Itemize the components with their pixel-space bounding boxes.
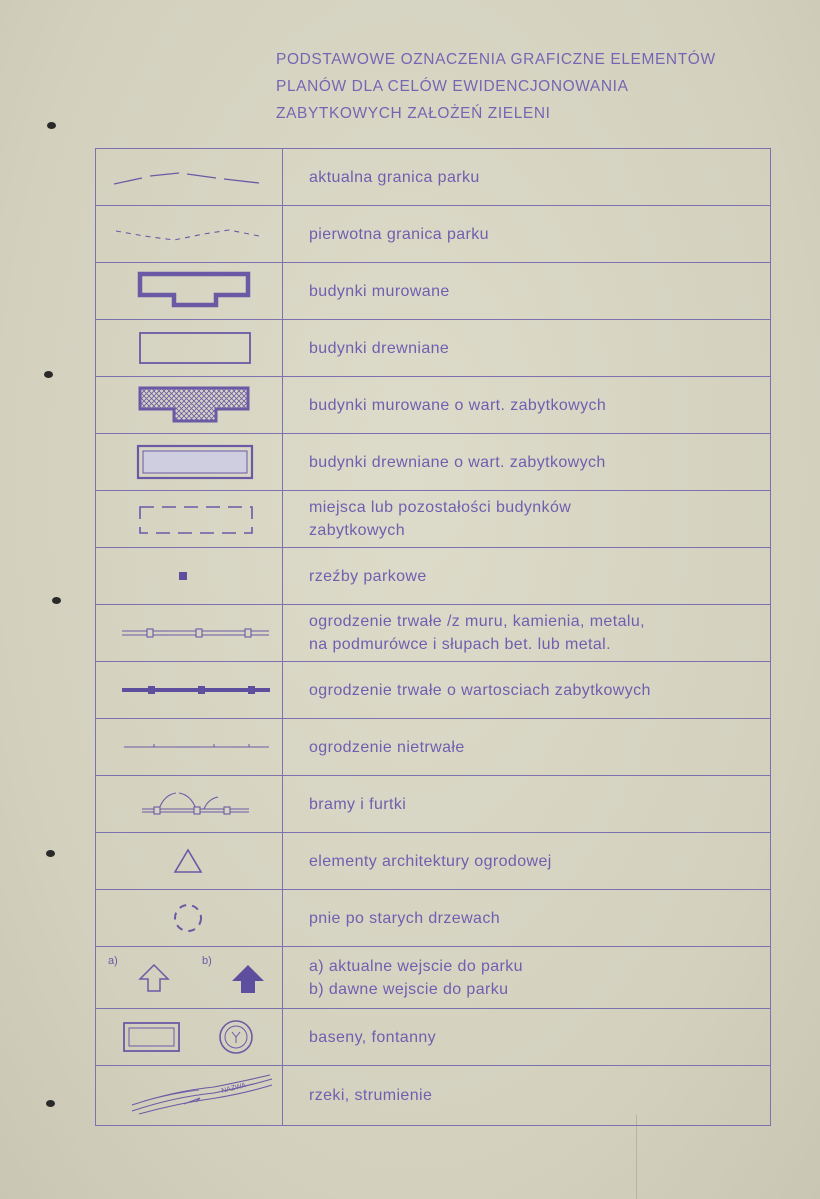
description-text: elementy architektury ogrodowej [309, 852, 552, 870]
description-cell [283, 548, 771, 605]
historic-masonry-building-icon [104, 381, 274, 429]
entrance-arrows-icon [104, 953, 274, 1003]
symbol-cell [96, 206, 283, 263]
pool-fountain-icon [104, 1015, 274, 1059]
description-cell [283, 320, 771, 377]
symbol-cell [96, 662, 283, 719]
dashed-line-icon [104, 162, 274, 192]
legend-row [96, 947, 771, 1009]
legend-row [96, 548, 771, 605]
historic-wooden-building-icon [104, 440, 274, 484]
historic-fence-icon [104, 675, 274, 705]
symbol-cell [96, 149, 283, 206]
legend-row [96, 662, 771, 719]
legend-row [96, 890, 771, 947]
symbol-cell [96, 263, 283, 320]
legend-row [96, 491, 771, 548]
description-text: rzeźby parkowe [309, 567, 427, 585]
symbol-cell [96, 377, 283, 434]
description-cell [283, 947, 771, 1009]
title-line-2: PLANÓW DLA CELÓW EWIDENCJONOWANIA [276, 78, 629, 95]
tree-stump-icon [104, 898, 274, 938]
description-cell [283, 206, 771, 263]
title-line-1: PODSTAWOWE OZNACZENIA GRAFICZNE ELEMENTÓW [276, 51, 716, 68]
punch-hole-3 [52, 597, 61, 604]
description-cell [283, 149, 771, 206]
document-title [276, 46, 806, 127]
description-text: pnie po starych drzewach [309, 909, 501, 927]
legend-row [96, 833, 771, 890]
legend-row [96, 719, 771, 776]
river-label: NAZWA [220, 1081, 247, 1095]
symbol-label-a: a) [108, 955, 118, 967]
symbol-cell [96, 776, 283, 833]
description-cell [283, 263, 771, 320]
symbol-cell [96, 1066, 283, 1126]
legend-row [96, 605, 771, 662]
wooden-building-icon [104, 326, 274, 370]
legend-row [96, 206, 771, 263]
description-cell [283, 662, 771, 719]
temporary-fence-icon [104, 732, 274, 762]
description-text: budynki murowane o wart. zabytkowych [309, 396, 607, 414]
description-cell [283, 605, 771, 662]
description-cell [283, 1009, 771, 1066]
description-cell [283, 719, 771, 776]
description-text: ogrodzenie trwałe /z muru, kamienia, metalu, [309, 613, 645, 630]
punch-hole-4 [46, 850, 55, 857]
description-text: a) aktualne wejscie do parku [309, 957, 523, 975]
description-text: rzeki, strumienie [309, 1087, 433, 1104]
description-text: zabytkowych [309, 522, 405, 539]
symbol-label-b: b) [202, 955, 212, 967]
symbol-cell [96, 833, 283, 890]
description-text: baseny, fontanny [309, 1028, 437, 1046]
punch-hole-1 [47, 122, 56, 129]
description-cell [283, 434, 771, 491]
description-cell [283, 890, 771, 947]
symbol-cell [96, 1009, 283, 1066]
description-text: budynki murowane [309, 282, 450, 300]
description-cell [283, 1066, 771, 1126]
symbol-cell [96, 719, 283, 776]
legend-row [96, 776, 771, 833]
fine-dashed-line-icon [104, 219, 274, 249]
description-text: miejsca lub pozostałości budynków [309, 499, 572, 516]
legend-table [95, 148, 771, 1126]
description-text: na podmurówce i słupach bet. lub metal. [309, 636, 611, 653]
description-cell [283, 377, 771, 434]
legend-row [96, 320, 771, 377]
legend-row [96, 149, 771, 206]
symbol-cell [96, 890, 283, 947]
paper-fold [636, 1115, 637, 1199]
symbol-cell [96, 947, 283, 1009]
description-text: ogrodzenie trwałe o wartosciach zabytkowych [309, 681, 651, 699]
description-text: bramy i furtki [309, 795, 407, 813]
description-cell [283, 491, 771, 548]
masonry-building-icon [104, 267, 274, 315]
symbol-cell [96, 320, 283, 377]
river-icon [104, 1071, 274, 1121]
sculpture-icon [104, 561, 274, 591]
legend-row [96, 263, 771, 320]
punch-hole-5 [46, 1100, 55, 1107]
symbol-cell [96, 491, 283, 548]
building-remains-icon [104, 497, 274, 541]
title-line-3: ZABYTKOWYCH ZAŁOŻEŃ ZIELENI [276, 105, 551, 122]
description-cell [283, 833, 771, 890]
description-text: ogrodzenie nietrwałe [309, 738, 465, 756]
description-text: budynki drewniane [309, 339, 450, 357]
symbol-cell [96, 434, 283, 491]
legend-row [96, 434, 771, 491]
gate-icon [104, 785, 274, 823]
symbol-cell [96, 605, 283, 662]
symbol-cell [96, 548, 283, 605]
description-text: budynki drewniane o wart. zabytkowych [309, 453, 606, 471]
description-text: aktualna granica parku [309, 168, 480, 186]
permanent-fence-icon [104, 618, 274, 648]
legend-row [96, 377, 771, 434]
legend-row [96, 1066, 771, 1126]
triangle-icon [104, 843, 274, 879]
punch-hole-2 [44, 371, 53, 378]
legend-row [96, 1009, 771, 1066]
description-text: pierwotna granica parku [309, 225, 489, 243]
description-text: b) dawne wejscie do parku [309, 980, 509, 998]
description-cell [283, 776, 771, 833]
